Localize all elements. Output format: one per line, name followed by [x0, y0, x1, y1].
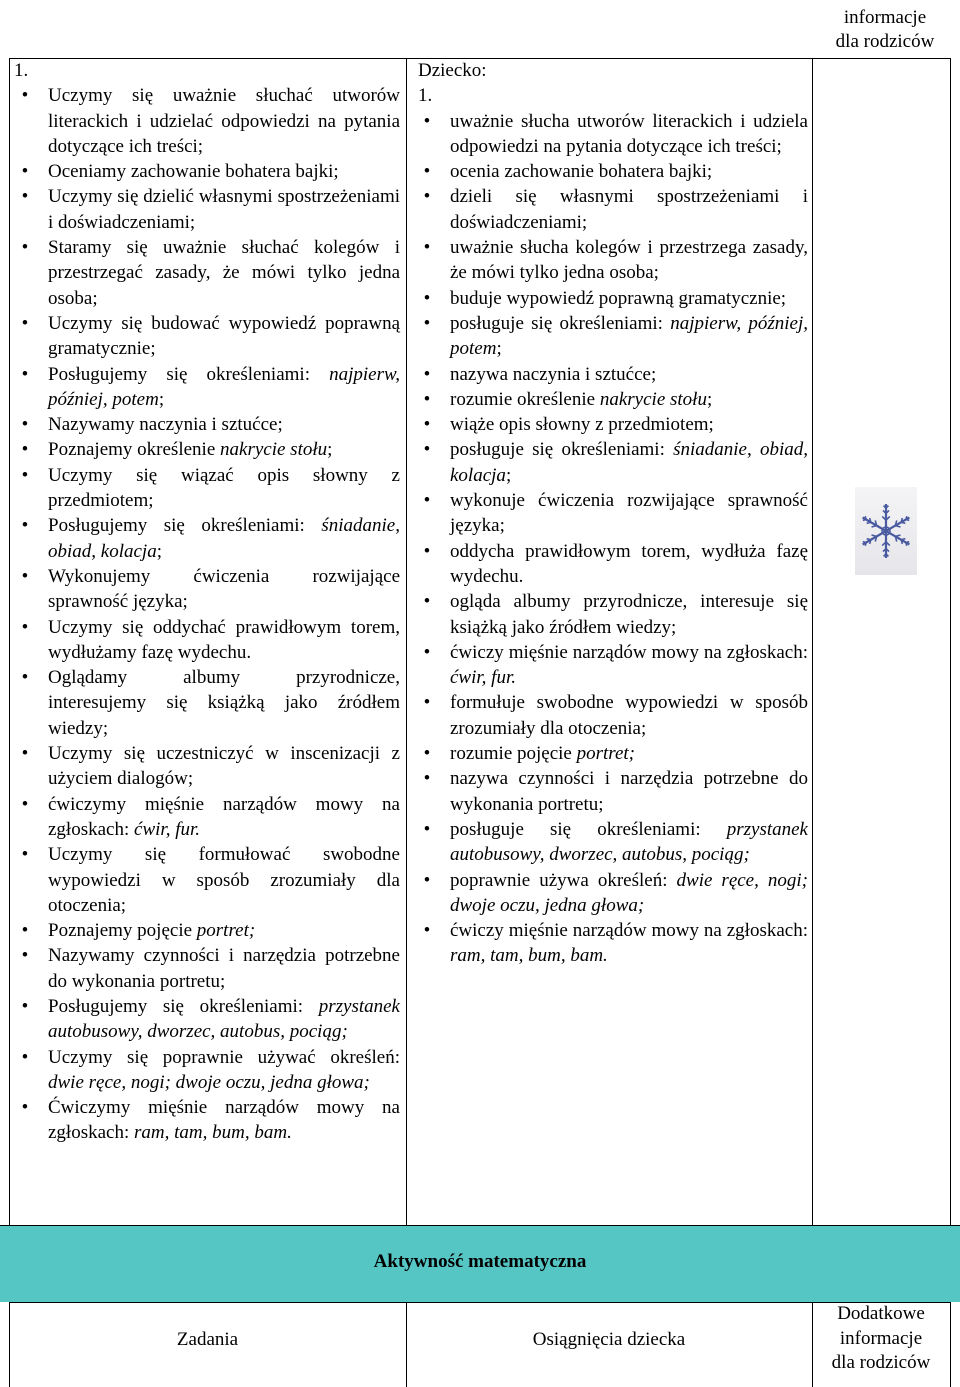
- item-text: ram, tam, bum, bam.: [134, 1122, 292, 1144]
- bullet-dot-icon: •: [423, 818, 431, 840]
- bullet-dot-icon: •: [21, 920, 29, 942]
- bullet-dot-icon: •: [423, 540, 431, 562]
- task-item: [14, 842, 400, 918]
- achievement-item: [418, 362, 808, 387]
- item-text: ;: [505, 464, 512, 486]
- item-text: Ćwiczymy mięśnie narządów mowy na zgłoskach:: [48, 1097, 400, 1144]
- item-text: wykonuje ćwiczenia rozwijające sprawność języka;: [450, 490, 808, 537]
- item-text: posługuje się określeniami:: [450, 312, 671, 334]
- item-text: rozumie określenie: [450, 388, 600, 410]
- tasks-column: [14, 58, 400, 1146]
- task-item: [14, 83, 400, 159]
- item-text: ram, tam, bum, bam.: [450, 945, 608, 967]
- bullet-dot-icon: •: [21, 565, 29, 587]
- bullet-dot-icon: •: [423, 186, 431, 208]
- item-text: nazywa czynności i narzędzia potrzebne do wykonania portretu;: [450, 768, 808, 815]
- achievement-item: [418, 159, 808, 184]
- bullet-dot-icon: •: [21, 161, 29, 183]
- bullet-dot-icon: •: [423, 591, 431, 613]
- bullet-dot-icon: •: [423, 768, 431, 790]
- item-text: Posługujemy się określeniami:: [48, 995, 319, 1017]
- bullet-dot-icon: •: [21, 667, 29, 689]
- item-text: formułuje swobodne wypowiedzi w sposób zrozumiały dla otoczenia;: [450, 692, 808, 739]
- item-text: buduje wypowiedź poprawną gramatycznie;: [450, 287, 787, 309]
- item-text: Uczymy się oddychać prawidłowym torem, wydłużamy fazę wydechu.: [48, 616, 400, 663]
- bullet-dot-icon: •: [423, 161, 431, 183]
- info-header-line1: informacje: [843, 7, 927, 28]
- item-text: ćwiczy mięśnie narządów mowy na zgłoskach:: [450, 920, 808, 942]
- task-item: [14, 564, 400, 615]
- task-item: [14, 1095, 400, 1146]
- bullet-dot-icon: •: [21, 515, 29, 537]
- bullet-dot-icon: •: [21, 793, 29, 815]
- item-text: ćwiczy mięśnie narządów mowy na zgłoskach:: [450, 641, 808, 663]
- achievement-item: [418, 539, 808, 590]
- info-header-line2: dla rodziców: [835, 31, 935, 52]
- item-text: wiąże opis słowny z przedmiotem;: [450, 414, 714, 436]
- achievement-item: [418, 286, 808, 311]
- bullet-dot-icon: •: [423, 490, 431, 512]
- table-divider-1: [406, 58, 407, 1226]
- achievements-column: [418, 58, 808, 969]
- achievement-item: [418, 868, 808, 919]
- item-text: posługuje się określeniami:: [450, 439, 674, 461]
- item-text: nakrycie stołu: [220, 439, 328, 461]
- item-text: uważnie słucha utworów literackich i udziela odpowiedzi na pytania dotyczące ich treści;: [450, 110, 808, 157]
- achievement-item: [418, 741, 808, 766]
- item-text: Poznajemy określenie: [48, 439, 221, 461]
- task-item: [14, 437, 400, 462]
- bullet-dot-icon: •: [21, 844, 29, 866]
- achievement-item: [418, 640, 808, 691]
- achievement-item: [418, 437, 808, 488]
- item-text: śniadanie, obiad, kolacja: [48, 515, 400, 562]
- info-for-parents-header: [812, 6, 958, 54]
- bullet-dot-icon: •: [21, 743, 29, 765]
- item-text: śniadanie, obiad, kolacja: [450, 439, 809, 486]
- bullet-dot-icon: •: [21, 414, 29, 436]
- bullet-dot-icon: •: [423, 414, 431, 436]
- item-text: Poznajemy pojęcie: [48, 920, 197, 942]
- item-text: ;: [156, 540, 162, 562]
- item-text: przystanek autobusowy, dworzec, autobus, pociąg;: [48, 995, 400, 1043]
- item-text: ćwir, fur.: [450, 667, 516, 689]
- bullet-dot-icon: •: [423, 920, 431, 942]
- item-text: Uczymy się uczestniczyć w inscenizacji z użyciem dialogów;: [48, 743, 400, 790]
- item-text: nakrycie stołu: [599, 388, 707, 410]
- task-item: [14, 311, 400, 362]
- footer-col-info-line1: Dodatkowe: [837, 1303, 925, 1324]
- item-text: posługuje się określeniami:: [450, 818, 727, 840]
- bullet-dot-icon: •: [21, 312, 29, 334]
- achievement-item: [418, 412, 808, 437]
- task-item: [14, 741, 400, 792]
- item-text: Posługujemy się określeniami:: [48, 363, 330, 385]
- bullet-dot-icon: •: [21, 945, 29, 967]
- bullet-dot-icon: •: [423, 110, 431, 132]
- task-item: [14, 235, 400, 311]
- item-text: Staramy się uważnie słuchać kolegów i przestrzegać zasady, że mówi tylko jedna osoba;: [48, 237, 400, 309]
- task-item: [14, 412, 400, 437]
- achievement-item: [418, 690, 808, 741]
- task-item: [14, 513, 400, 564]
- item-text: Posługujemy się określeniami:: [48, 515, 322, 537]
- bullet-dot-icon: •: [423, 312, 431, 334]
- footer-col-achievements-label: Osiągnięcia dziecka: [532, 1329, 686, 1350]
- footer-right-border: [950, 1302, 951, 1387]
- snowflake-icon: [855, 487, 917, 575]
- bullet-dot-icon: •: [423, 363, 431, 385]
- item-text: Uczymy się poprawnie używać określeń:: [48, 1046, 400, 1068]
- bullet-dot-icon: •: [423, 869, 431, 891]
- section-title: Aktywność matematyczna: [373, 1251, 587, 1272]
- item-text: ocenia zachowanie bohatera bajki;: [450, 161, 713, 183]
- item-text: Uczymy się dzielić własnymi spostrzeżeniami i doświadczeniami;: [48, 186, 400, 233]
- item-text: Uczymy się formułować swobodne wypowiedzi w sposób zrozumiały dla otoczenia;: [48, 844, 400, 916]
- item-text: najpierw, później, potem: [450, 312, 808, 360]
- bullet-dot-icon: •: [423, 692, 431, 714]
- bullet-dot-icon: •: [21, 1097, 29, 1119]
- bullet-dot-icon: •: [423, 641, 431, 663]
- bullet-dot-icon: •: [423, 388, 431, 410]
- item-text: ćwir, fur.: [134, 818, 201, 840]
- bullet-dot-icon: •: [21, 995, 29, 1017]
- task-item: [14, 792, 400, 843]
- item-text: ćwiczymy mięśnie narządów mowy na zgłoskach:: [48, 793, 400, 840]
- achievement-item: [418, 488, 808, 539]
- achievement-item: [418, 918, 808, 969]
- bullet-dot-icon: •: [423, 439, 431, 461]
- item-text: najpierw, później, potem: [48, 363, 400, 410]
- footer-col-info-line3: dla rodziców: [831, 1352, 931, 1373]
- bullet-dot-icon: •: [21, 85, 29, 107]
- band-top-border: [0, 1225, 960, 1226]
- item-text: Oceniamy zachowanie bohatera bajki;: [48, 161, 339, 183]
- item-text: ;: [496, 338, 502, 360]
- achievement-item: [418, 184, 808, 235]
- achievement-item: [418, 387, 808, 412]
- achievements-list: [418, 109, 808, 969]
- bullet-dot-icon: •: [21, 237, 29, 259]
- achievement-item: [418, 589, 808, 640]
- task-item: [14, 184, 400, 235]
- task-item: [14, 463, 400, 514]
- item-text: ogląda albumy przyrodnicze, interesuje się książką jako źródłem wiedzy;: [450, 591, 808, 638]
- bullet-dot-icon: •: [21, 1046, 29, 1068]
- task-item: [14, 994, 400, 1045]
- achievement-item: [418, 235, 808, 286]
- item-text: portret;: [196, 920, 256, 942]
- footer-col-info: [812, 1302, 950, 1376]
- item-text: poprawnie używa określeń:: [450, 869, 677, 891]
- task-item: [14, 943, 400, 994]
- item-text: Nazywamy czynności i narzędzia potrzebne do wykonania portretu;: [48, 945, 400, 992]
- footer-col-achievements: [406, 1328, 812, 1353]
- item-text: ;: [327, 439, 333, 461]
- item-text: Uczymy się wiązać opis słowny z przedmiotem;: [48, 464, 400, 512]
- item-text: portret;: [576, 743, 636, 765]
- item-text: rozumie pojęcie: [450, 743, 577, 765]
- task-item: [14, 362, 400, 413]
- task-item: [14, 159, 400, 184]
- item-text: przystanek autobusowy, dworzec, autobus, pociąg;: [450, 818, 808, 866]
- item-text: dzieli się własnymi spostrzeżeniami i doświadczeniami;: [450, 186, 808, 233]
- achievement-item: [418, 109, 808, 160]
- item-text: Oglądamy albumy przyrodnicze, interesujemy się książką jako źródłem wiedzy;: [48, 667, 400, 739]
- item-text: uważnie słucha kolegów i przestrzega zasady, że mówi tylko jedna osoba;: [450, 237, 808, 284]
- footer-header-row: [0, 1302, 960, 1387]
- item-text: Uczymy się budować wypowiedź poprawną gramatycznie;: [48, 312, 400, 360]
- bullet-dot-icon: •: [423, 743, 431, 765]
- bullet-dot-icon: •: [423, 237, 431, 259]
- item-text: Uczymy się uważnie słuchać utworów literackich i udzielać odpowiedzi na pytania dotyczące ich treści;: [48, 85, 400, 157]
- item-text: dwie ręce, nogi; dwoje oczu, jedna głowa;: [48, 1071, 370, 1093]
- achievement-item: [418, 766, 808, 817]
- task-item: [14, 615, 400, 666]
- tasks-number: 1.: [14, 60, 29, 81]
- task-item: [14, 1045, 400, 1096]
- tasks-list: [14, 83, 400, 1145]
- table-left-border: [9, 58, 10, 1226]
- footer-col-tasks: [9, 1328, 406, 1353]
- footer-col-tasks-label: Zadania: [176, 1329, 239, 1350]
- table-divider-2: [812, 58, 813, 1226]
- item-text: ;: [706, 388, 713, 410]
- achievement-item: [418, 817, 808, 868]
- achievement-item: [418, 311, 808, 362]
- footer-top-border: [9, 1302, 951, 1303]
- task-item: [14, 918, 400, 943]
- bullet-dot-icon: •: [423, 287, 431, 309]
- bullet-dot-icon: •: [21, 439, 29, 461]
- table-right-border: [950, 58, 951, 1226]
- header-box-bottom: [812, 58, 950, 59]
- item-text: oddycha prawidłowym torem, wydłuża fazę wydechu.: [450, 540, 808, 587]
- task-item: [14, 665, 400, 741]
- footer-col-info-line2: informacje: [839, 1327, 923, 1349]
- bullet-dot-icon: •: [21, 186, 29, 208]
- achievements-heading: Dziecko:: [418, 60, 487, 81]
- item-text: Nazywamy naczynia i sztućce;: [48, 414, 283, 436]
- bullet-dot-icon: •: [21, 464, 29, 486]
- bullet-dot-icon: •: [21, 363, 29, 385]
- item-text: Wykonujemy ćwiczenia rozwijające sprawność języka;: [48, 565, 400, 613]
- item-text: dwie ręce, nogi; dwoje oczu, jedna głowa;: [450, 869, 808, 916]
- bullet-dot-icon: •: [21, 616, 29, 638]
- item-text: nazywa naczynia i sztućce;: [450, 363, 657, 385]
- item-text: ;: [158, 388, 165, 410]
- achievements-number: 1.: [418, 85, 433, 107]
